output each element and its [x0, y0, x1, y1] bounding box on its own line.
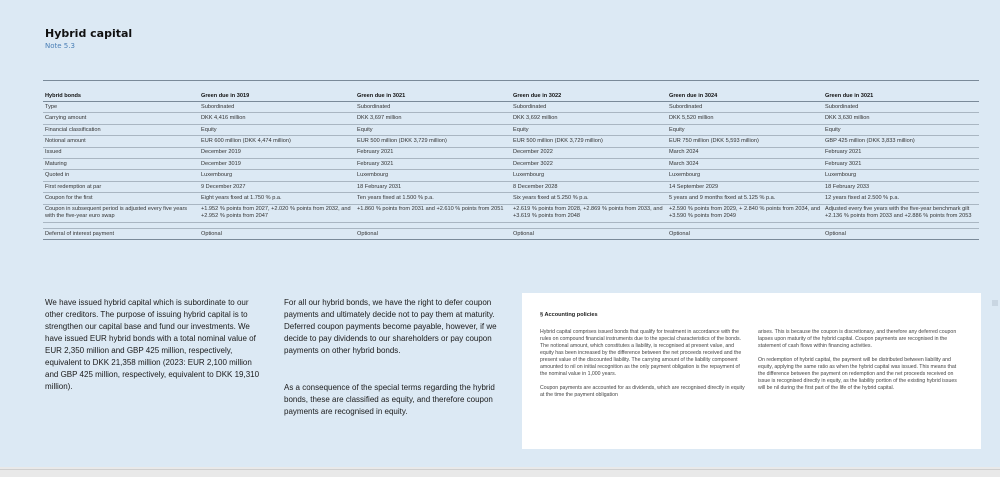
page-title: Hybrid capital [45, 27, 133, 40]
table-row [43, 102, 979, 113]
table-cell: +1.952 % points from 2027, +2.020 % points from 2032, and +2.952 % points from 2047 [199, 204, 355, 222]
table-cell: Optional [511, 228, 667, 239]
table-row [43, 136, 979, 147]
table-cell: Subordinated [199, 102, 355, 113]
row-label: Type [43, 102, 199, 113]
table-cell: EUR 600 million (DKK 4,474 million) [199, 136, 355, 147]
table-cell: Subordinated [667, 102, 823, 113]
policy-column-right [758, 329, 963, 399]
policy-text: arises. This is because the coupon is discretionary, and therefore any deferred coupon lapses upon maturity of the hybrid capital. Coupon payments are recognised in the statement of cash flows within financing activities. [758, 329, 957, 349]
column-header: Green due in 3021 [355, 81, 511, 102]
table-cell: DKK 3,692 million [511, 113, 667, 124]
table-cell: Optional [823, 228, 979, 239]
row-label: Notional amount [43, 136, 199, 147]
table-cell: Equity [355, 124, 511, 135]
scrollbar-marker[interactable] [992, 300, 998, 306]
table-cell: +1.860 % points from 2031 and +2.610 % points from 2051 [355, 204, 511, 222]
row-label: Coupon for the first [43, 193, 199, 204]
table-cell: Equity [823, 124, 979, 135]
table-cell: +2.619 % points from 2028, +2.869 % points from 2033, and +3.619 % points from 2048 [511, 204, 667, 222]
table-cell: Subordinated [511, 102, 667, 113]
table-cell: 5 years and 9 months fixed at 5.125 % p.a. [667, 193, 823, 204]
row-label: First redemption at par [43, 181, 199, 192]
column-header: Hybrid bonds [43, 81, 199, 102]
table-cell: GBP 425 million (DKK 3,833 million) [823, 136, 979, 147]
table-cell: March 3024 [667, 158, 823, 169]
table-cell: EUR 500 million (DKK 3,729 million) [355, 136, 511, 147]
table-cell: 9 December 2027 [199, 181, 355, 192]
intro-paragraph: We have issued hybrid capital which is subordinate to our other creditors. The purpose of issuing hybrid capital is to strengthen our capital base and fund our investments. We have issued EUR hybrid bonds with a total nominal value of EUR 2,350 million and GBP 425 million, respectively, equivalent to DKK 21,358 million (2023: EUR 2,100 million and GBP 425 million, respectively, equivalent to DKK 19,310 million). [45, 298, 260, 391]
table-cell: 18 February 2031 [355, 181, 511, 192]
table-cell: December 3019 [199, 158, 355, 169]
table-cell: DKK 3,697 million [355, 113, 511, 124]
policy-text: Hybrid capital comprises issued bonds that qualify for treatment in accordance with the rules on compound financial instruments due to the special characteristics of the bonds. The notional amount, which constitutes a liability, is recognised at present value, and equity has been increased by the difference between the net proceeds received and the present value of the discounted liability. The carrying amount of the liability component amounted to nil on initial recognition as the only payment obligation is the repayment of the nominal value in 1,000 years. [540, 329, 742, 377]
row-label: Quoted in [43, 170, 199, 181]
table-cell: December 3022 [511, 158, 667, 169]
table-cell: February 2021 [823, 147, 979, 158]
table-cell: 8 December 2028 [511, 181, 667, 192]
column-header: Green due in 3022 [511, 81, 667, 102]
table-row [43, 193, 979, 204]
table-cell: DKK 3,630 million [823, 113, 979, 124]
table-cell: February 2021 [355, 147, 511, 158]
column-header: Green due in 3021 [823, 81, 979, 102]
table-cell: Six years fixed at 5.250 % p.a. [511, 193, 667, 204]
policy-column-left [540, 329, 745, 406]
row-label: Issued [43, 147, 199, 158]
accounting-policies-box [522, 293, 981, 449]
table-cell: Luxembourg [667, 170, 823, 181]
table-cell: Subordinated [355, 102, 511, 113]
table-cell: February 3021 [823, 158, 979, 169]
table-cell: Luxembourg [199, 170, 355, 181]
table-cell: December 2022 [511, 147, 667, 158]
table-cell: Adjusted every five years with the five-year benchmark gilt +2.136 % points from 2033 and +2.886 % points from 2053 [823, 204, 979, 222]
table-cell: Ten years fixed at 1.500 % p.a. [355, 193, 511, 204]
table-cell: Equity [511, 124, 667, 135]
column-header: Green due in 3019 [199, 81, 355, 102]
table-cell: Luxembourg [355, 170, 511, 181]
table-cell: EUR 500 million (DKK 3,729 million) [511, 136, 667, 147]
accounting-policies-heading: § Accounting policies [540, 312, 598, 318]
table-row [43, 158, 979, 169]
table-cell: +2.590 % points from 2029, + 2.840 % points from 2034, and +3.590 % points from 2049 [667, 204, 823, 222]
table-cell: 18 February 2033 [823, 181, 979, 192]
note-reference: Note 5.3 [45, 42, 75, 50]
table-cell: Eight years fixed at 1.750 % p.a. [199, 193, 355, 204]
table-cell: 14 September 2029 [667, 181, 823, 192]
table-cell: EUR 750 million (DKK 5,593 million) [667, 136, 823, 147]
classification-paragraph: As a consequence of the special terms regarding the hybrid bonds, these are classified as equity, and therefore coupon payments are recognised in equity. [284, 383, 495, 416]
table-row [43, 124, 979, 135]
policy-text: Coupon payments are accounted for as dividends, which are recognised directly in equity at the time the payment obligation [540, 385, 745, 398]
table-cell: DKK 4,416 million [199, 113, 355, 124]
table-cell: Equity [199, 124, 355, 135]
row-label: Deferral of interest payment [43, 228, 199, 239]
table-cell: Optional [667, 228, 823, 239]
column-header: Green due in 3024 [667, 81, 823, 102]
table-cell: Luxembourg [511, 170, 667, 181]
table-cell: Equity [667, 124, 823, 135]
table-cell: March 2024 [667, 147, 823, 158]
table-cell: DKK 5,520 million [667, 113, 823, 124]
horizontal-scrollbar[interactable] [0, 467, 1000, 477]
table-row [43, 181, 979, 192]
hybrid-bonds-table [43, 80, 979, 240]
table-row [43, 113, 979, 124]
table-cell: Optional [355, 228, 511, 239]
row-label: Carrying amount [43, 113, 199, 124]
table-cell: December 2019 [199, 147, 355, 158]
table-row [43, 170, 979, 181]
table-cell: 12 years fixed at 2.500 % p.a. [823, 193, 979, 204]
row-label: Financial classification [43, 124, 199, 135]
row-label: Maturing [43, 158, 199, 169]
table-row [43, 228, 979, 239]
table-header-row [43, 81, 979, 102]
policy-text: On redemption of hybrid capital, the payment will be distributed between liability and equity, applying the same ratio as when the hybrid capital was issued. This means that the difference between the payment on redemption and the net proceeds received on issue is recognised directly in equity, as the liability portion of the existing hybrid issues will be nil during the first part of the life of the hybrid capital. [758, 357, 957, 391]
row-label: Coupon in subsequent period is adjusted every five years with the five-year euro swap [43, 204, 199, 222]
table-cell: February 3021 [355, 158, 511, 169]
table-cell: Luxembourg [823, 170, 979, 181]
deferral-paragraph: For all our hybrid bonds, we have the right to defer coupon payments and ultimately decide not to pay them at maturity. Deferred coupon payments become payable, however, if we decide to pay dividends to our shareholders or pay coupon payments on other hybrid bonds. [284, 298, 497, 355]
table-row [43, 204, 979, 222]
table-cell: Subordinated [823, 102, 979, 113]
table-row [43, 147, 979, 158]
table-cell: Optional [199, 228, 355, 239]
